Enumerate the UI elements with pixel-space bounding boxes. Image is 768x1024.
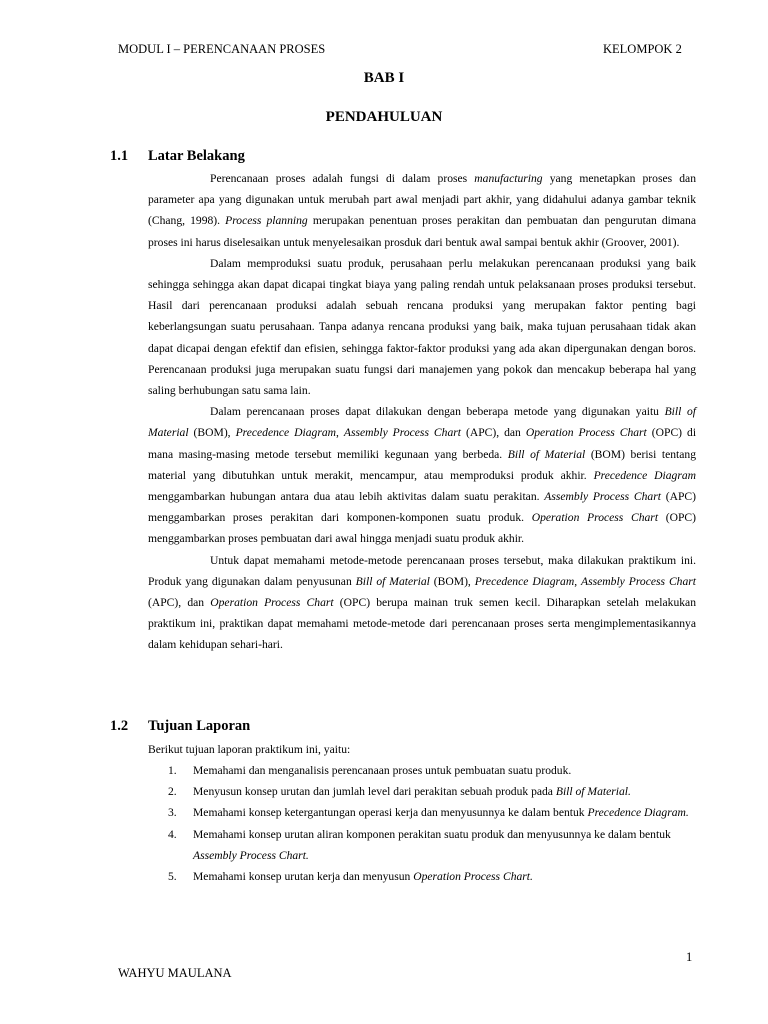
italic-term: manufacturing (474, 172, 543, 185)
text-run: Untuk dapat memahami metode-metode perencanaan proses tersebut, maka dilakukan praktikum ini. Produk yang digunakan dalam penyusunan (148, 553, 696, 588)
list-item-text (193, 760, 696, 781)
section2-number: 1.2 (110, 718, 129, 734)
paragraph (148, 168, 696, 253)
text-run: , (574, 574, 582, 588)
text-run: , (336, 426, 344, 440)
list-item (168, 866, 696, 887)
italic-term: Precedence Diagram (235, 426, 337, 440)
text-run: (BOM), (429, 574, 475, 588)
text-run: (APC), dan (148, 596, 211, 610)
italic-term: Bill of Material (507, 447, 586, 461)
text-run: Memahami konsep urutan kerja dan menyusun (193, 870, 414, 884)
text-run: (OPC) berupa mainan truk semen kecil. Diharapkan setelah melakukan praktikum ini, praktikan dapat memahami metode-metode dari perencanaan proses serta mengimplementasikannya dalam kehidupan sehari-hari. (148, 596, 696, 652)
italic-term: Operation Process Chart (210, 596, 334, 610)
text-run: merupakan penentuan proses perakitan dan pembuatan dan pengurutan dimana proses ini harus diselesaikan untuk menyelesaikan prosduk dari bentuk awal sampai bentuk akhir (Groover, 2001). (148, 214, 696, 249)
list-item-text (193, 824, 696, 866)
text-run: Perencanaan proses adalah fungsi di dalam proses (210, 172, 475, 185)
list-item-text (193, 781, 696, 802)
text-run: menggambarkan hubungan antara dua atau lebih aktivitas dalam suatu perakitan. (148, 490, 545, 504)
list-item (168, 824, 696, 866)
text-run: Memahami konsep ketergantungan operasi kerja dan menyusunnya ke dalam bentuk (193, 806, 588, 820)
italic-term: Bill of Material (148, 405, 696, 440)
page-number: 1 (686, 950, 693, 964)
text-run: Memahami dan menganalisis perencanaan proses untuk pembuatan suatu produk. (193, 764, 572, 777)
paragraph (148, 550, 696, 656)
section2-intro: Berikut tujuan laporan praktikum ini, yaitu: (148, 743, 351, 756)
paragraph (148, 253, 696, 401)
text-run: (OPC) menggambarkan proses pembuatan dari awal hingga menjadi suatu produk akhir. (148, 511, 696, 546)
italic-term: Bill of Material. (555, 785, 631, 799)
list-item-number: 1. (168, 764, 177, 777)
section1-number: 1.1 (110, 148, 129, 164)
italic-term: Precedence Diagram. (587, 806, 689, 820)
list-item-text (193, 802, 696, 823)
objectives-list (168, 760, 696, 887)
list-item (168, 760, 696, 781)
italic-term: Operation Process Chart (531, 511, 659, 525)
text-run: (APC), dan (461, 426, 526, 440)
text-run: Dalam perencanaan proses dapat dilakukan dengan beberapa metode yang digunakan yaitu (210, 405, 665, 419)
italic-term: Assembly Process Chart. (193, 848, 309, 862)
italic-term: Assembly Process Chart (544, 490, 661, 504)
italic-term: Assembly Process Chart (581, 574, 697, 588)
italic-term: Process planning (225, 214, 308, 228)
text-run: (OPC) di mana masing-masing metode tersebut memiliki kegunaan yang berbeda. (148, 426, 697, 461)
text-run: Memahami konsep urutan aliran komponen perakitan suatu produk dan menyusunnya ke dalam bentuk (193, 827, 671, 841)
italic-term: Operation Process Chart (525, 426, 647, 440)
text-run: (BOM) berisi tentang material yang dibutuhkan untuk merakit, mencampur, atau memproduksi produk akhir. (148, 447, 696, 482)
list-item (168, 802, 696, 823)
italic-term: Assembly Process Chart (343, 426, 461, 440)
text-run: (APC) menggambarkan proses perakitan dari komponen-komponen suatu produk. (148, 490, 696, 525)
list-item (168, 781, 696, 802)
text-run: (BOM), (188, 426, 236, 440)
italic-term: Bill of Material (355, 574, 430, 588)
section1-title: Latar Belakang (148, 148, 245, 164)
section2-title: Tujuan Laporan (148, 718, 251, 734)
chapter-label: BAB I (363, 70, 405, 86)
text-run: yang menetapkan proses dan parameter apa yang digunakan untuk merubah part awal menjadi part akhir, yang didahului adanya gambar teknik (Chang, 1998). (148, 172, 696, 228)
header-right: KELOMPOK 2 (603, 42, 682, 56)
italic-term: Operation Process Chart. (413, 870, 533, 884)
italic-term: Precedence Diagram (593, 468, 696, 482)
chapter-title: PENDAHULUAN (325, 109, 443, 125)
footer-author: WAHYU MAULANA (118, 966, 232, 980)
paragraph (148, 401, 696, 549)
list-item-number: 5. (168, 870, 177, 884)
section1-body (148, 168, 696, 656)
list-item-number: 2. (168, 785, 177, 799)
italic-term: Precedence Diagram (474, 574, 575, 588)
list-item-number: 4. (168, 827, 177, 841)
list-item-number: 3. (168, 806, 177, 820)
header-left: MODUL I – PERENCANAAN PROSES (118, 42, 326, 56)
text-run: Dalam memproduksi suatu produk, perusahaan perlu melakukan perencanaan produksi yang baik sehingga sehingga akan dapat dicapai tingkat biaya yang paling rendah untuk pelaksanaan proses produksi tersebut. Hasil dari perencanaan produksi adalah sebuah rencana produksi yang merupakan faktor penting bagi keberlangsungan suatu perusahaan. Tanpa adanya rencana produksi yang baik, maka tujuan perusahaan tidak akan dapat dicapai dengan efektif dan efisien, sehingga faktor-faktor produksi yang ada akan dipergunakan dengan boros. Perencanaan produksi juga merupakan suatu fungsi dari manajemen yang pokok dan mencakup beberapa hal yang saling berhubungan satu sama lain. (148, 256, 696, 398)
text-run: Menyusun konsep urutan dan jumlah level dari perakitan sebuah produk pada (193, 785, 556, 799)
list-item-text (193, 866, 696, 887)
